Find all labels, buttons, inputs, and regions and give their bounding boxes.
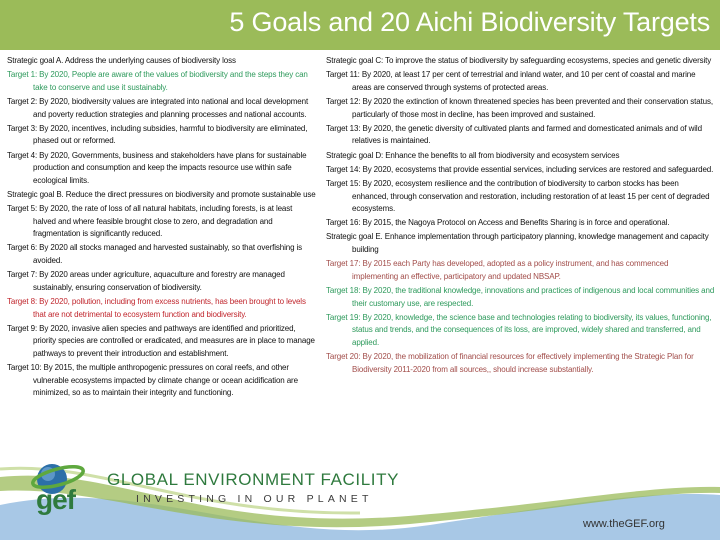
strategic-goal: Strategic goal B. Reduce the direct pressures on biodiversity and promote sustainable use bbox=[7, 189, 316, 199]
gef-logo-word: gef bbox=[36, 484, 75, 515]
target-item: Target 6: By 2020 all stocks managed and harvested sustainably, so that overfishing is avoided. bbox=[7, 243, 303, 266]
website-url[interactable]: www.theGEF.org bbox=[583, 518, 665, 530]
title-bar bbox=[0, 0, 720, 50]
strategic-goal: Strategic goal A. Address the underlying causes of biodiversity loss bbox=[7, 56, 236, 65]
target-item: Target 14: By 2020, ecosystems that provide essential services, including services are restored and safeguarded. bbox=[326, 164, 714, 174]
target-item: Target 9: By 2020, invasive alien species and pathways are identified and prioritized, priority species are controlled or eradicated, and measures are in place to manage pathways to prevent their introduction and establishment. bbox=[7, 323, 315, 358]
right-column bbox=[326, 55, 716, 378]
target-item: Target 1: By 2020, People are aware of the values of biodiversity and the steps they can take to conserve and use it sustainably. bbox=[7, 70, 308, 92]
target-item: Target 18: By 2020, the traditional knowledge, innovations and practices of indigenous and local communities and their customary use, are respected. bbox=[326, 286, 715, 308]
page-title: 5 Goals and 20 Aichi Biodiversity Targets bbox=[229, 7, 710, 37]
target-item: Target 16: By 2015, the Nagoya Protocol on Access and Benefits Sharing is in force and operational. bbox=[326, 218, 670, 228]
org-name: GLOBAL ENVIRONMENT FACILITY bbox=[107, 470, 400, 489]
target-item: Target 13: By 2020, the genetic diversity of cultivated plants and farmed and domesticated animals and of wild relatives is maintained. bbox=[326, 123, 702, 146]
target-item: Target 4: By 2020, Governments, business and stakeholders have plans for sustainable production and consumption and keep the impacts resource use within safe ecological limits. bbox=[7, 150, 307, 185]
target-item: Target 20: By 2020, the mobilization of financial resources for effectively implementing the Strategic Plan for Biodiversity 2011-2020 from all sources,, should increase substantially. bbox=[326, 352, 694, 374]
target-item: Target 10: By 2015, the multiple anthropogenic pressures on coral reefs, and other vulnerable ecosystems impacted by climate change or ocean acidification are minimized, so as to maintain their integrity and functioning. bbox=[7, 363, 298, 398]
strategic-goal: Strategic goal C: To improve the status of biodiversity by safeguarding ecosystems, species and genetic diversity bbox=[326, 56, 712, 65]
left-column bbox=[7, 55, 317, 402]
target-item: Target 3: By 2020, incentives, including subsidies, harmful to biodiversity are eliminated, phased out or reformed. bbox=[7, 123, 308, 146]
target-item: Target 8: By 2020, pollution, including from excess nutrients, has been brought to levels that are not detrimental to ecosystem function and biodiversity. bbox=[7, 297, 306, 319]
strategic-goal: Strategic goal D: Enhance the benefits to all from biodiversity and ecosystem services bbox=[326, 150, 620, 160]
target-item: Target 17: By 2015 each Party has developed, adopted as a policy instrument, and has commenced implementing an effective, participatory and updated NBSAP. bbox=[326, 259, 669, 281]
org-tagline: INVESTING IN OUR PLANET bbox=[136, 493, 373, 505]
target-item: Target 11: By 2020, at least 17 per cent of terrestrial and inland water, and 10 per cent of coastal and marine areas are conserved through systems of protected areas. bbox=[326, 70, 696, 92]
target-item: Target 19: By 2020, knowledge, the science base and technologies relating to biodiversity, its values, functioning, status and trends, and the consequences of its loss, are improved, widely shared and transferred, and applied. bbox=[326, 312, 712, 347]
target-item: Target 15: By 2020, ecosystem resilience and the contribution of biodiversity to carbon stocks has been enhanced, through conservation and restoration, including restoration of at least 15 per cent of degraded ecosystems. bbox=[326, 178, 710, 214]
target-item: Target 5: By 2020, the rate of loss of all natural habitats, including forests, is at least halved and where feasible brought close to zero, and degradation and fragmentation is significantly reduced. bbox=[7, 204, 293, 239]
strategic-goal: Strategic goal E. Enhance implementation through participatory planning, knowledge management and capacity building bbox=[326, 232, 709, 255]
target-item: Target 7: By 2020 areas under agriculture, aquaculture and forestry are managed sustainably, ensuring conservation of biodiversity. bbox=[7, 270, 285, 292]
target-item: Target 2: By 2020, biodiversity values are integrated into national and local development and poverty reduction strategies and planning processes and national accounts. bbox=[7, 96, 309, 119]
target-item: Target 12: By 2020 the extinction of known threatened species has been prevented and their conservation status, particularly of those most in decline, has been improved and sustained. bbox=[326, 96, 713, 119]
